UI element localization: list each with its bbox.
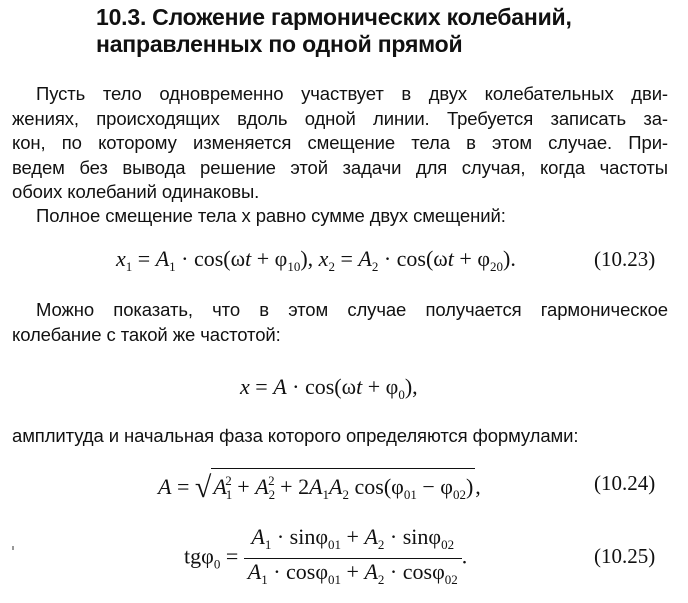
equation-resultant: $x = A \cdot \cos(\omega t + \varphi_0)$, bbox=[240, 374, 418, 402]
text-line: колебание с такой же частотой: bbox=[12, 323, 281, 345]
section-number: 10.3. bbox=[96, 4, 147, 30]
text-line: ведем без вывода решение этой задачи для случая, когда частоты bbox=[12, 156, 668, 178]
equation-number-10-24: (10.24) bbox=[594, 471, 656, 495]
text-line: амплитуда и начальная фаза которого определяются формулами: bbox=[12, 425, 579, 446]
equation-number-10-25: (10.25) bbox=[594, 544, 656, 568]
text-line: Можно показать, что в этом случае получается гармоническое bbox=[36, 299, 668, 320]
paragraph-intro bbox=[12, 82, 668, 205]
paragraph-harmonic bbox=[12, 298, 668, 347]
paragraph-amplitude-phase bbox=[12, 424, 668, 449]
equation-10-24: $A = √A_1^2 + A_2^2 + 2A_1A_2$ $\cos(\varphi_{01} - \varphi_{02})$, bbox=[158, 468, 481, 507]
section-heading-line-1 bbox=[96, 4, 676, 31]
text-line: кон, по которому изменяется смещение тела в этом случае. При- bbox=[12, 132, 668, 153]
fraction: $\frac{A_1 \cdot \sin\varphi_{01} + A_2 \cdot \sin\varphi_{02}}{A_1 \cdot \cos\varphi_{01} + A_2 \cdot \cos\varphi_{02}}$ bbox=[244, 524, 462, 593]
text-line: Пусть тело одновременно участвует в двух колебательных дви- bbox=[36, 83, 668, 104]
paragraph-displacement bbox=[12, 204, 668, 229]
square-root: $√A_1^2 + A_2^2 + 2A_1A_2$ $\cos(\varphi_{01} - \varphi_{02})$ bbox=[195, 468, 475, 507]
equation-10-23: $x_1 = A_1 \cdot \cos(\omega t + \varphi_{10})$, $x_2 = A_2 \cdot \cos(\omega t + \varphi_{20})$. bbox=[116, 246, 516, 274]
scan-speck bbox=[12, 546, 14, 550]
text-line: обоих колебаний одинаковы. bbox=[12, 181, 260, 202]
text-line: Полное смещение тела x равно сумме двух смещений: bbox=[36, 205, 506, 226]
section-title-line-1: Сложение гармонических колебаний, bbox=[152, 4, 572, 30]
text-line: жениях, происходящих вдоль одной линии. Требуется записать за- bbox=[12, 107, 668, 129]
equation-number-10-23: (10.23) bbox=[594, 247, 656, 271]
section-title-line-2: направленных по одной прямой bbox=[96, 31, 463, 57]
equation-10-25: tgφ$_0$ = $\frac{A_1 \cdot \sin\varphi_{01} + A_2 \cdot \sin\varphi_{02}}{A_1 \cdot \cos\varphi_{01} + A_2 \cdot \cos\varphi_{02}}$ . bbox=[184, 524, 467, 593]
section-heading bbox=[96, 4, 676, 58]
